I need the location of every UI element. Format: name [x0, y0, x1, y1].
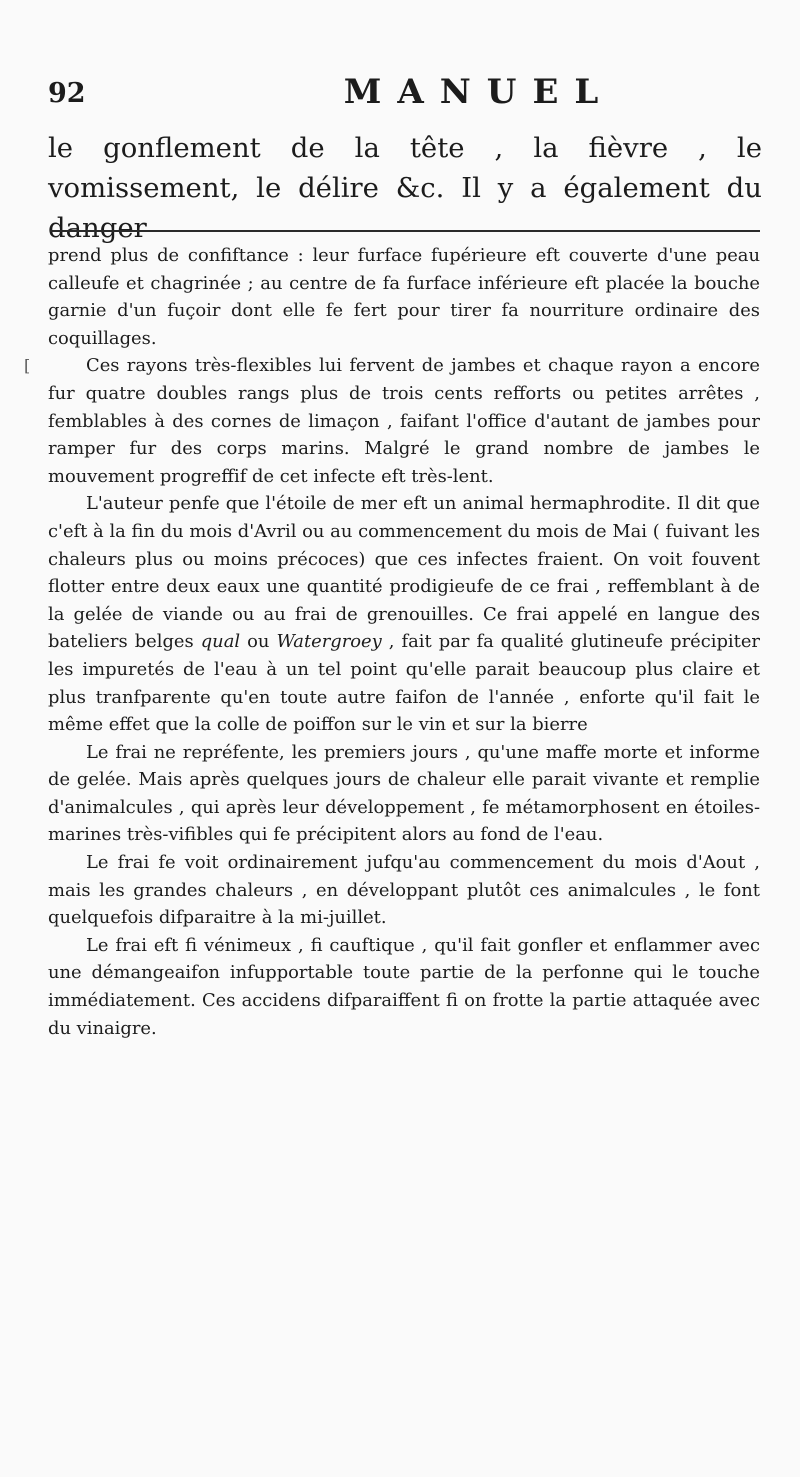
- margin-mark: [: [24, 356, 31, 375]
- page-header: [48, 72, 760, 122]
- footnote-paragraph: Le frai eft fi vénimeux , fi cauftique , qu'il fait gonfler et enflammer avec une démangeaifon infupportable toute partie de la perfonne qui le touche immédiatement. Ces accidens difparaiffent fi on frotte la partie attaquée avec du vinaigre.: [48, 934, 760, 1039]
- footnote: [48, 242, 760, 1042]
- running-head: MANUEL: [343, 72, 615, 112]
- footnote-paragraph: Le frai fe voit ordinairement jufqu'au commencement du mois d'Aout , mais les grandes chaleurs , en développant plutôt ces animalcules , le font quelquefois difparaitre à la mi-juillet.: [48, 852, 760, 929]
- footnote-paragraph: Le frai ne repréfente, les premiers jours , qu'une maffe morte et informe de gelée. Mais après quelques jours de chaleur elle parait vivante et remplie d'animalcules , qui après leur développement , fe métamorphosent en étoiles-marines très-vifibles qui fe précipitent alors au fond de l'eau.: [48, 741, 760, 846]
- body-text-continuation: le gonflement de la tête , la fièvre , le vomissement, le délire &c. Il y a également du danger: [48, 132, 762, 244]
- page-number: 92: [48, 78, 86, 109]
- footnote-paragraph: prend plus de confiftance : leur furface fupérieure eft couverte d'une peau calleufe et chagrinée ; au centre de fa furface inférieure eft placée la bouche garnie d'un fuçoir dont elle fe fert pour tirer fa nourriture ordinaire des coquillages.: [48, 245, 760, 349]
- footnote-paragraph: Ces rayons très-flexibles lui fervent de jambes et chaque rayon a encore fur quatre doubles rangs plus de trois cents refforts ou petites arrêtes , femblables à des cornes de limaçon , faifant l'office d'autant de jambes pour ramper fur des corps marins. Malgré le grand nombre de jambes le mouvement progreffif de cet infecte eft très-lent.: [48, 355, 760, 487]
- footnote-separator: [50, 230, 760, 232]
- footnote-paragraph: L'auteur penfe que l'étoile de mer eft un animal hermaphrodite. Il dit que c'eft à la fin du mois d'Avril ou au commencement du mois de Mai ( fuivant les chaleurs plus ou moins précoces) que ces infectes fraient. On voit fouvent flotter entre deux eaux une quantité prodigieufe de ce frai , reffemblant à de la gelée de viande ou au frai de grenouilles. Ce frai appelé en langue des bateliers belges qual ou Watergroey , fait par fa qualité glutineufe précipiter les impuretés de l'eau à un tel point qu'elle parait beaucoup plus claire et plus tranfparente qu'en toute autre faifon de l'année , enforte qu'il fait le même effet que la colle de poiffon sur le vin et sur la bierre: [48, 493, 760, 736]
- italic-term: Watergroey: [276, 631, 382, 653]
- italic-term: qual: [200, 631, 241, 653]
